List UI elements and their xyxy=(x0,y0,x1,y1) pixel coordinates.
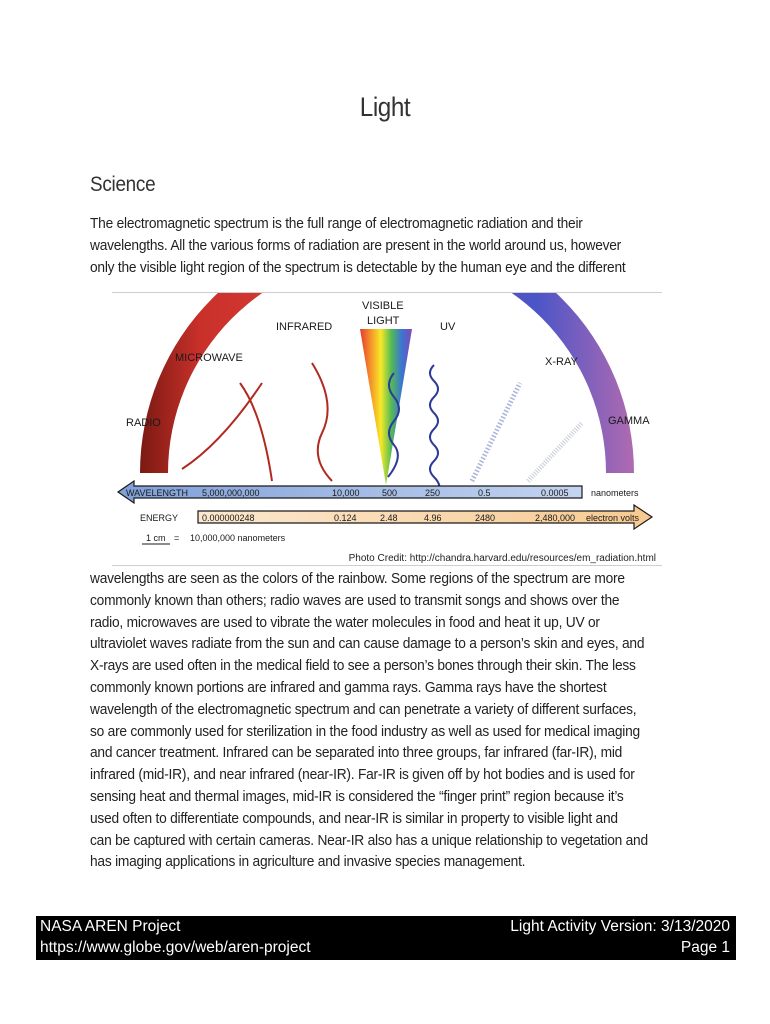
em-spectrum-figure xyxy=(112,292,662,566)
scale-left: 1 cm xyxy=(146,533,166,543)
band-label-microwave: MICROWAVE xyxy=(175,352,243,364)
band-label-gamma: GAMMA xyxy=(608,415,650,427)
microwave-wave xyxy=(240,383,272,481)
paragraph-line: wavelength of the electromagnetic spectrum and can penetrate a variety of different surfaces, xyxy=(90,700,637,718)
wavelength-value: 0.0005 xyxy=(541,488,569,498)
energy-label: ENERGY xyxy=(140,513,179,523)
footer-page-number: Page 1 xyxy=(680,939,730,956)
page-title: Light xyxy=(359,92,411,122)
paragraph-line: wavelengths. All the various forms of radiation are present in the world around us, however xyxy=(90,236,622,254)
wavelength-unit: nanometers xyxy=(591,488,639,498)
photo-credit: Photo Credit: http://chandra.harvard.edu/resources/em_radiation.html xyxy=(348,553,656,564)
wavelength-value: 0.5 xyxy=(478,488,491,498)
infrared-wave xyxy=(312,363,332,481)
band-label-uv: UV xyxy=(440,321,456,333)
paragraph-line: has imaging applications in agriculture and invasive species management. xyxy=(90,853,526,871)
energy-value: 2480 xyxy=(475,513,496,523)
wavelength-value: 5,000,000,000 xyxy=(202,488,260,498)
paragraph-line: infrared (mid-IR), and near infrared (near-IR). Far-IR is given off by hot bodies and is used for xyxy=(90,766,635,784)
intro-paragraph xyxy=(90,213,687,278)
em-spectrum-diagram xyxy=(112,293,662,565)
paragraph-line: sensing heat and thermal images, mid-IR is considered the “finger print” region because it’s xyxy=(90,787,624,805)
energy-value: 0.124 xyxy=(334,513,357,523)
paragraph-line: commonly known portions are infrared and gamma rays. Gamma rays have the shortest xyxy=(90,678,607,696)
scale-right: 10,000,000 nanometers xyxy=(190,533,286,543)
footer-version: Light Activity Version: 3/13/2020 xyxy=(510,918,730,935)
wavelength-value: 500 xyxy=(382,488,398,498)
paragraph-line: commonly known than others; radio waves are used to transmit songs and shows over the xyxy=(90,591,620,609)
paragraph-line: ultraviolet waves radiate from the sun and can cause damage to a person’s skin and eyes, and xyxy=(90,635,645,653)
band-label-light: LIGHT xyxy=(367,315,400,327)
xray-wave xyxy=(472,383,520,481)
paragraph-line: and cancer treatment. Infrared can be separated into three groups, far infrared (far-IR), mid xyxy=(90,744,623,762)
wavelength-value: 10,000 xyxy=(332,488,360,498)
paragraph-line: The electromagnetic spectrum is the full range of electromagnetic radiation and their xyxy=(90,215,583,232)
paragraph-line: X-rays are used often in the medical field to see a person’s bones through their skin. The less xyxy=(90,657,636,675)
section-heading: Science xyxy=(90,173,156,196)
wavelength-value: 250 xyxy=(425,488,441,498)
page-footer xyxy=(36,916,736,960)
energy-unit: electron volts xyxy=(586,513,640,523)
paragraph-line: radio, microwaves are used to vibrate the water molecules in food and heat it up, UV or xyxy=(90,613,600,631)
radio-wave xyxy=(182,383,262,469)
wavelength-label: WAVELENGTH xyxy=(126,488,189,498)
energy-value: 2,480,000 xyxy=(535,513,576,523)
paragraph-line: so are commonly used for sterilization in the food industry as well as used for medical imaging xyxy=(90,722,640,740)
uv-wave xyxy=(430,365,439,491)
paragraph-line: used often to differentiate compounds, and near-IR is similar in property to visible light and xyxy=(90,809,618,827)
band-label-xray: X-RAY xyxy=(545,356,578,368)
footer-project-name: NASA AREN Project xyxy=(40,918,181,935)
visible-light-cone xyxy=(360,329,412,485)
body-paragraph xyxy=(90,568,687,873)
band-label-visible: VISIBLE xyxy=(362,300,404,312)
energy-value: 4.96 xyxy=(424,513,442,523)
energy-value: 0.000000248 xyxy=(202,513,255,523)
gamma-wave xyxy=(528,423,582,481)
footer-project-url[interactable]: https://www.globe.gov/web/aren-project xyxy=(40,939,311,956)
band-label-infrared: INFRARED xyxy=(276,321,333,333)
energy-value: 2.48 xyxy=(380,513,398,523)
scale-equals: = xyxy=(174,533,180,543)
paragraph-line: can be captured with certain cameras. Near-IR also has a unique relationship to vegetation and xyxy=(90,831,648,849)
paragraph-line: wavelengths are seen as the colors of the rainbow. Some regions of the spectrum are more xyxy=(90,570,625,587)
paragraph-line: only the visible light region of the spectrum is detectable by the human eye and the different xyxy=(90,258,626,276)
band-label-radio: RADIO xyxy=(126,417,161,429)
